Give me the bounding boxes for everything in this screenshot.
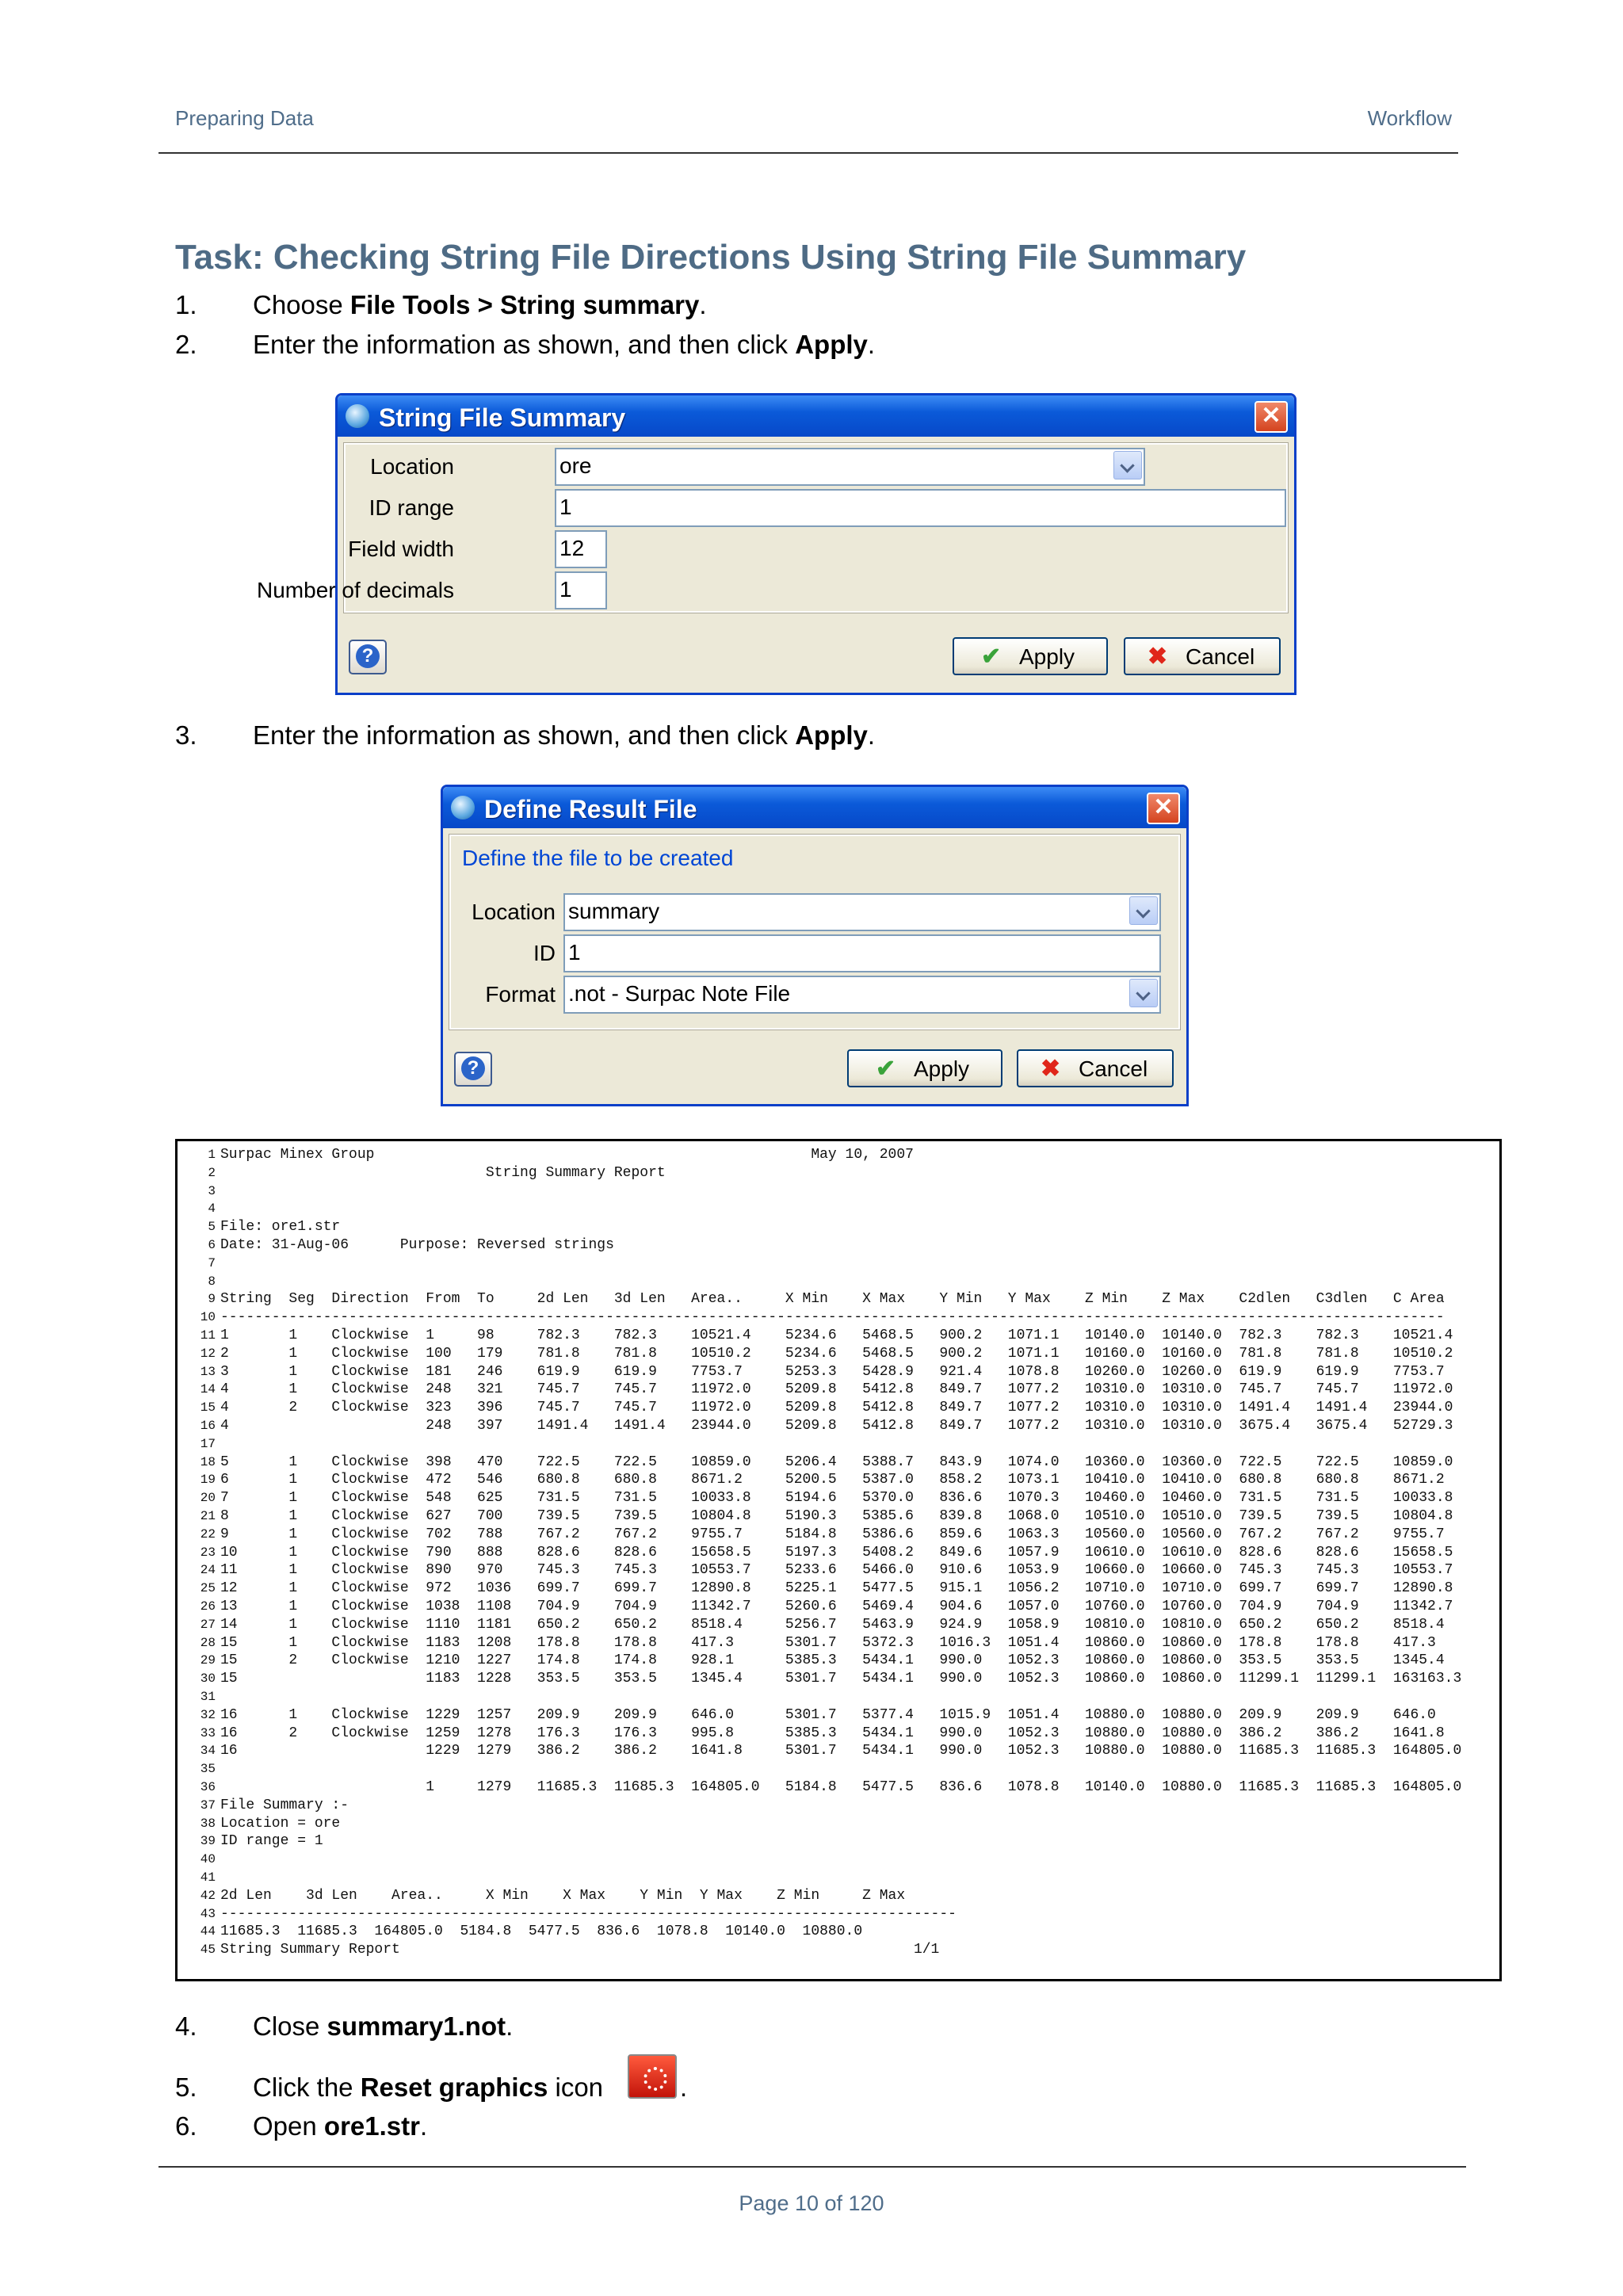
line-number: 21 <box>200 1509 216 1523</box>
line-number: 19 <box>200 1473 216 1488</box>
surpac-globe-icon <box>346 404 369 428</box>
line-text: 10 1 Clockwise 790 888 828.6 828.6 15658.5 5197.3 5408.2 849.6 1057.9 10610.0 10610.0 828.6 828.6 15658.5 <box>220 1544 1453 1561</box>
group-panel <box>449 835 1180 1030</box>
cancel-button[interactable]: ✖ Cancel <box>1017 1049 1174 1087</box>
form-panel <box>257 443 1288 613</box>
line-text: 7 1 Clockwise 548 625 731.5 731.5 10033.8 5194.6 5370.0 836.6 1070.3 10460.0 10460.0 731.5 731.5 10033.8 <box>220 1490 1453 1507</box>
line-number: 13 <box>200 1364 216 1379</box>
cross-icon: ✖ <box>1041 1056 1061 1082</box>
line-text: 13 1 Clockwise 1038 1108 704.9 704.9 11342.7 5260.6 5469.4 904.6 1057.0 10760.0 10760.0 704.9 704.9 11342.7 <box>220 1599 1453 1614</box>
line-number: 11 <box>200 1328 216 1343</box>
page-header-left: Preparing Data <box>175 106 314 130</box>
line-number: 42 <box>200 1888 216 1903</box>
step-text: Enter the information as shown, and then click Apply. <box>253 330 876 359</box>
line-text: 4 2 Clockwise 323 396 745.7 745.7 11972.0 5209.8 5412.8 849.7 1077.2 10310.0 10310.0 1491.4 1491.4 23944.0 <box>220 1400 1453 1416</box>
line-text: 12 1 Clockwise 972 1036 699.7 699.7 12890.8 5225.1 5477.5 915.1 1056.2 10710.0 10710.0 699.7 699.7 12890.8 <box>220 1580 1453 1597</box>
line-number: 8 <box>208 1274 216 1289</box>
location-label: Location <box>370 454 454 479</box>
line-text: 15 1183 1228 353.5 353.5 1345.4 5301.7 5434.1 990.0 1052.3 10860.0 10860.0 11299.1 11299.1 163163.3 <box>220 1671 1462 1687</box>
line-text: 11 1 Clockwise 890 970 745.3 745.3 10553.7 5233.6 5466.0 910.6 1053.9 10660.0 10660.0 745.3 745.3 10553.7 <box>220 1562 1453 1579</box>
line-text: File: ore1.str <box>220 1219 341 1236</box>
id-label: ID <box>533 941 556 965</box>
cross-icon: ✖ <box>1148 644 1168 670</box>
line-text: String Summary Report <box>220 1164 666 1181</box>
line-text: 11685.3 11685.3 164805.0 5184.8 5477.5 836.6 1078.8 10140.0 10880.0 <box>220 1924 863 1940</box>
line-text: 16 2 Clockwise 1259 1278 176.3 176.3 995.8 5385.3 5434.1 990.0 1052.3 10880.0 10880.0 386.2 386.2 1641.8 <box>220 1725 1445 1741</box>
dialog-title-bar <box>443 787 1186 828</box>
line-number: 15 <box>200 1400 216 1415</box>
line-text: String Summary Report 1/1 <box>220 1942 940 1958</box>
dialog-title: String File Summary <box>379 403 626 432</box>
line-number: 17 <box>200 1436 216 1451</box>
line-text: Date: 31-Aug-06 Purpose: Reversed strings <box>220 1237 614 1253</box>
close-icon: ✕ <box>1261 403 1281 429</box>
step-5-period: . <box>680 2073 688 2102</box>
help-icon: ? <box>461 1056 485 1080</box>
line-text: ID range = 1 <box>220 1833 323 1850</box>
line-text: 6 1 Clockwise 472 546 680.8 680.8 8671.2 5200.5 5387.0 858.2 1073.1 10410.0 10410.0 680.8 680.8 8671.2 <box>220 1472 1445 1488</box>
step-number: 2. <box>175 330 197 359</box>
step-text: Enter the information as shown, and then click Apply. <box>253 720 876 750</box>
task-title: Task: Checking String File Directions Using String File Summary <box>175 238 1247 277</box>
line-text: 8 1 Clockwise 627 700 739.5 739.5 10804.8 5190.3 5385.6 839.8 1068.0 10510.0 10510.0 739.5 739.5 10804.8 <box>220 1508 1453 1524</box>
line-number: 39 <box>200 1834 216 1849</box>
line-number: 14 <box>200 1382 216 1397</box>
line-number: 40 <box>200 1852 216 1867</box>
format-select[interactable]: .not - Surpac Note File <box>563 976 1161 1014</box>
string-file-summary-dialog <box>257 393 1296 695</box>
line-number: 16 <box>200 1419 216 1433</box>
line-number: 28 <box>200 1635 216 1650</box>
line-text: 4 1 Clockwise 248 321 745.7 745.7 11972.0 5209.8 5412.8 849.7 1077.2 10310.0 10310.0 745.7 745.7 11972.0 <box>220 1381 1453 1398</box>
line-text: 1 1279 11685.3 11685.3 164805.0 5184.8 5477.5 836.6 1078.8 10140.0 10880.0 11685.3 11685.3 164805.0 <box>220 1779 1462 1795</box>
line-text: 14 1 Clockwise 1110 1181 650.2 650.2 8518.4 5256.7 5463.9 924.9 1058.9 10810.0 10810.0 650.2 650.2 8518.4 <box>220 1616 1445 1633</box>
line-text: 15 2 Clockwise 1210 1227 174.8 174.8 928.1 5385.3 5434.1 990.0 1052.3 10860.0 10860.0 353.5 353.5 1345.4 <box>220 1652 1445 1669</box>
help-button[interactable] <box>454 1052 492 1087</box>
line-number: 41 <box>200 1870 216 1885</box>
line-number: 35 <box>200 1762 216 1777</box>
line-number: 3 <box>208 1183 216 1198</box>
line-number: 1 <box>208 1148 216 1162</box>
location-label: Location <box>472 900 556 924</box>
id-range-input[interactable]: 1 <box>555 489 1286 527</box>
line-number: 25 <box>200 1581 216 1596</box>
reset-graphics-icon <box>628 2054 677 2099</box>
group-title: Define the file to be created <box>462 846 734 870</box>
chevron-down-icon[interactable] <box>1129 896 1158 925</box>
line-number: 10 <box>200 1310 216 1325</box>
field-width-input[interactable]: 12 <box>555 530 607 568</box>
line-text: 2 1 Clockwise 100 179 781.8 781.8 10510.2 5234.6 5468.5 900.2 1071.1 10160.0 10160.0 781.8 781.8 10510.2 <box>220 1345 1453 1362</box>
step-number: 6. <box>175 2111 197 2141</box>
cancel-button[interactable]: ✖ Cancel <box>1124 637 1281 675</box>
line-number: 33 <box>200 1725 216 1740</box>
page-header-right: Workflow <box>1367 106 1452 130</box>
id-input[interactable]: 1 <box>563 934 1161 972</box>
define-result-file-dialog <box>441 785 1189 1106</box>
help-button[interactable] <box>349 640 387 674</box>
step-number: 5. <box>175 2073 197 2102</box>
surpac-globe-icon <box>451 796 475 819</box>
line-number: 20 <box>200 1491 216 1506</box>
location-select[interactable]: summary <box>563 893 1161 931</box>
line-number: 6 <box>208 1238 216 1252</box>
dialog-title-bar <box>338 395 1294 437</box>
step-number: 4. <box>175 2011 197 2041</box>
line-number: 43 <box>200 1906 216 1921</box>
line-number: 9 <box>208 1292 216 1307</box>
line-text: 16 1 Clockwise 1229 1257 209.9 209.9 646.0 5301.7 5377.4 1015.9 1051.4 10880.0 10880.0 209.9 209.9 646.0 <box>220 1706 1436 1723</box>
line-number: 29 <box>200 1653 216 1668</box>
line-number: 32 <box>200 1707 216 1722</box>
line-number: 30 <box>200 1671 216 1687</box>
line-number: 27 <box>200 1617 216 1632</box>
line-number: 7 <box>208 1255 216 1270</box>
line-number: 4 <box>208 1201 216 1217</box>
dialog-title: Define Result File <box>484 795 697 823</box>
line-number: 31 <box>200 1690 216 1704</box>
location-select[interactable]: ore <box>555 448 1145 486</box>
header-rule <box>158 152 1458 154</box>
line-number: 45 <box>200 1943 216 1958</box>
footer-rule <box>158 2166 1466 2168</box>
line-text: Surpac Minex Group May 10, 2007 <box>220 1147 914 1163</box>
close-icon: ✕ <box>1153 794 1174 820</box>
line-number: 23 <box>200 1545 216 1560</box>
line-number: 24 <box>200 1563 216 1578</box>
line-number: 26 <box>200 1599 216 1614</box>
line-number: 18 <box>200 1454 216 1469</box>
format-label: Format <box>485 982 556 1007</box>
line-text: File Summary :- <box>220 1797 349 1813</box>
line-text: 3 1 Clockwise 181 246 619.9 619.9 7753.7 5253.3 5428.9 921.4 1078.8 10260.0 10260.0 619.9 619.9 7753.7 <box>220 1363 1445 1380</box>
step-number: 3. <box>175 720 197 750</box>
line-text: ----------------------------------------------------------------------------------------------------------------------------------------------- <box>220 1309 1445 1326</box>
line-text: 9 1 Clockwise 702 788 767.2 767.2 9755.7 5184.8 5386.6 859.6 1063.3 10560.0 10560.0 767.2 767.2 9755.7 <box>220 1526 1445 1542</box>
line-text: 2d Len 3d Len Area.. X Min X Max Y Min Y Max Z Min Z Max <box>220 1887 906 1904</box>
step-text: Open ore1.str. <box>253 2111 428 2141</box>
line-text: 5 1 Clockwise 398 470 722.5 722.5 10859.0 5206.4 5388.7 843.9 1074.0 10360.0 10360.0 722.5 722.5 10859.0 <box>220 1454 1453 1470</box>
apply-button[interactable]: ✔ Apply <box>847 1049 1002 1087</box>
checkmark-icon: ✔ <box>981 644 1002 670</box>
line-text: 4 248 397 1491.4 1491.4 23944.0 5209.8 5412.8 849.7 1077.2 10310.0 10310.0 3675.4 3675.4 52729.3 <box>220 1418 1453 1434</box>
step-text: Click the Reset graphics icon <box>253 2073 604 2102</box>
chevron-down-icon[interactable] <box>1129 979 1158 1007</box>
line-text: 1 1 Clockwise 1 98 782.3 782.3 10521.4 5234.6 5468.5 900.2 1071.1 10140.0 10140.0 782.3 782.3 10521.4 <box>220 1328 1453 1343</box>
chevron-down-icon[interactable] <box>1113 451 1142 479</box>
step-text: Close summary1.not. <box>253 2011 514 2041</box>
line-number: 5 <box>208 1220 216 1235</box>
help-icon: ? <box>356 644 380 668</box>
line-text: -------------------------------------------------------------------------------------- <box>220 1905 957 1922</box>
field-width-label: Field width <box>348 537 454 561</box>
page-footer: Page 10 of 120 <box>739 2191 884 2215</box>
line-number: 22 <box>200 1526 216 1541</box>
step-number: 1. <box>175 290 197 319</box>
line-number: 36 <box>200 1780 216 1794</box>
line-number: 12 <box>200 1346 216 1361</box>
id-range-label: ID range <box>369 495 454 520</box>
line-text: 15 1 Clockwise 1183 1208 178.8 178.8 417.3 5301.7 5372.3 1016.3 1051.4 10860.0 10860.0 178.8 178.8 417.3 <box>220 1634 1436 1651</box>
line-number: 2 <box>208 1165 216 1180</box>
step-text: Choose File Tools > String summary. <box>253 290 707 319</box>
checkmark-icon: ✔ <box>876 1056 896 1082</box>
line-number: 34 <box>200 1744 216 1759</box>
line-text: String Seg Direction From To 2d Len 3d Len Area.. X Min X Max Y Min Y Max Z Min Z Max C2dlen C3dlen C Area <box>220 1291 1445 1308</box>
line-number: 44 <box>200 1924 216 1939</box>
line-text: 16 1229 1279 386.2 386.2 1641.8 5301.7 5434.1 990.0 1052.3 10880.0 10880.0 11685.3 11685.3 164805.0 <box>220 1743 1462 1759</box>
line-number: 38 <box>200 1816 216 1831</box>
apply-button[interactable]: ✔ Apply <box>953 637 1108 675</box>
decimals-label: Number of decimals <box>257 578 454 602</box>
decimals-input[interactable]: 1 <box>555 571 607 609</box>
close-button[interactable] <box>1254 401 1288 433</box>
line-text: Location = ore <box>220 1815 341 1832</box>
summary-report-editor <box>175 1139 1502 1981</box>
close-button[interactable] <box>1147 793 1180 824</box>
line-number: 37 <box>200 1797 216 1813</box>
